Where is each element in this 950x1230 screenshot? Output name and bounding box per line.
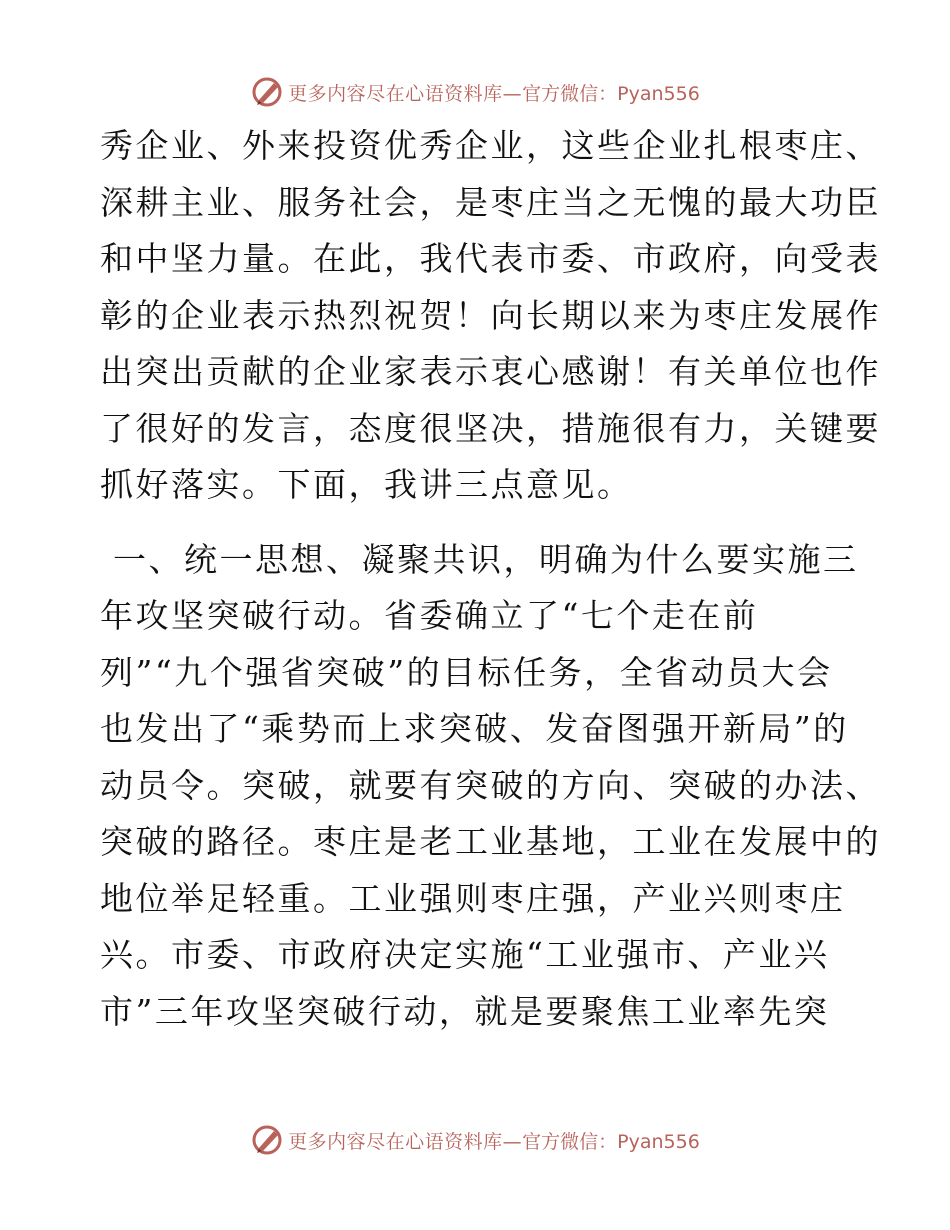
- text-line: 突破的路径。枣庄是老工业基地，工业在发展中的: [100, 822, 881, 861]
- text-line: 年攻坚突破行动。省委确立了“七个走在前: [100, 596, 759, 635]
- footer-watermark: [0, 1118, 950, 1162]
- paragraph-2: [100, 532, 881, 1041]
- text-line: 秀企业、外来投资优秀企业，这些企业扎根枣庄、: [100, 126, 881, 165]
- watermark-wechat: 官方微信：Pyan556: [522, 1130, 700, 1153]
- text-line: 列”“九个强省突破”的目标任务，全省动员大会: [100, 652, 833, 692]
- text-line: 彰的企业表示热烈祝贺！向长期以来为枣庄发展作: [100, 295, 881, 335]
- watermark-wechat: 官方微信：Pyan556: [522, 82, 700, 105]
- text-line: 地位举足轻重。工业强则枣庄强，产业兴则枣庄: [100, 878, 846, 918]
- text-line: 一、统一思想、凝聚共识，明确为什么要实施三: [100, 539, 859, 579]
- paragraph-1: [100, 118, 881, 514]
- text-line: 了很好的发言，态度很坚决，措施很有力，关键要: [100, 408, 881, 448]
- text-line: 和中坚力量。在此，我代表市委、市政府，向受表: [100, 239, 881, 278]
- text-line: 深耕主业、服务社会，是枣庄当之无愧的最大功臣: [100, 182, 881, 222]
- text-line: 市”三年攻坚突破行动，就是要聚焦工业率先突: [100, 991, 830, 1031]
- text-line: 出突出贡献的企业家表示衷心感谢！有关单位也作: [100, 352, 881, 391]
- text-line: 也发出了“乘势而上求突破、发奋图强开新局”的: [100, 709, 849, 748]
- document-body: [100, 118, 881, 1040]
- watermark-text: 更多内容尽在心语资料库—: [288, 1130, 523, 1153]
- text-line: 动员令。突破，就要有突破的方向、突破的办法、: [100, 765, 881, 805]
- text-line: 抓好落实。下面，我讲三点意见。: [100, 465, 633, 504]
- header-watermark: [0, 70, 950, 114]
- paragraph-gap: [100, 514, 850, 532]
- watermark-text: 更多内容尽在心语资料库—: [288, 82, 523, 105]
- pen-logo-icon: [250, 75, 284, 109]
- pen-logo-icon: [250, 1123, 284, 1157]
- text-line: 兴。市委、市政府决定实施“工业强市、产业兴: [100, 935, 830, 974]
